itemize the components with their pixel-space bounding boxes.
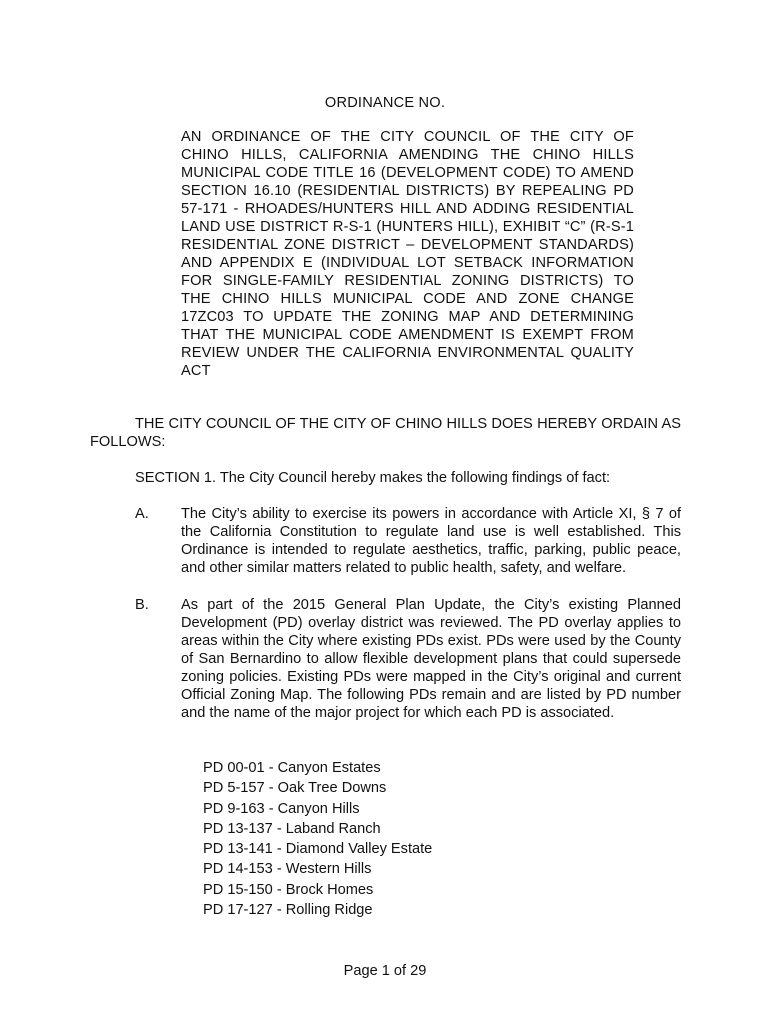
pd-list-item: PD 9-163 - Canyon Hills <box>203 800 360 817</box>
pd-list-item: PD 15-150 - Brock Homes <box>203 881 374 898</box>
pd-list-item: PD 13-137 - Laband Ranch <box>203 820 381 837</box>
pd-list-item: PD 14-153 - Western Hills <box>203 861 372 878</box>
pd-list-item: PD 13-141 - Diamond Valley Estate <box>203 841 433 858</box>
section-1-heading: SECTION 1. The City Council hereby makes the following findings of fact: <box>135 470 611 486</box>
finding-text: The City’s ability to exercise its powers in accordance with Article XI, § 7 of the California Constitution to regulate land use is well established. This Ordinance is intended to regulate aesthetics, traffic, parking, public peace, and other similar matters related to public health, safety, and welfare. <box>181 506 681 576</box>
finding-letter: B. <box>135 597 149 613</box>
ordinance-caption: AN ORDINANCE OF THE CITY COUNCIL OF THE CITY OF CHINO HILLS, CALIFORNIA AMENDING THE CHINO HILLS MUNICIPAL CODE TITLE 16 (DEVELOPMENT CODE) TO AMEND SECTION 16.10 (RESIDENTIAL DISTRICTS) BY REPEALING PD 57-171 - RHOADES/HUNTERS HILL AND ADDING RESIDENTIAL LAND USE DISTRICT R-S-1 (HUNTERS HILL), EXHIBIT “C” (R-S-1 RESIDENTIAL ZONE DISTRICT – DEVELOPMENT STANDARDS) AND APPENDIX E (INDIVIDUAL LOT SETBACK INFORMATION FOR SINGLE-FAMILY RESIDENTIAL ZONING DISTRICTS) TO THE CHINO HILLS MUNICIPAL CODE AND ZONE CHANGE 17ZC03 TO UPDATE THE ZONING MAP AND DETERMINING THAT THE MUNICIPAL CODE AMENDMENT IS EXEMPT FROM REVIEW UNDER THE CALIFORNIA ENVIRONMENTAL QUALITY ACT <box>181 129 634 379</box>
pd-list-item: PD 5-157 - Oak Tree Downs <box>203 780 387 797</box>
ordain-statement: THE CITY COUNCIL OF THE CITY OF CHINO HILLS DOES HEREBY ORDAIN AS FOLLOWS: <box>90 416 681 450</box>
finding-letter: A. <box>135 506 149 522</box>
page-number-footer: Page 1 of 29 <box>343 963 427 979</box>
finding-text: As part of the 2015 General Plan Update, the City’s existing Planned Development (PD) overlay district was reviewed. The PD overlay applies to areas within the City where existing PDs exist. PDs were used by the County of San Bernardino to allow flexible development plans that could supersede zoning policies. Existing PDs were mapped in the City’s original and current Official Zoning Map. The following PDs remain and are listed by PD number and the name of the major project for which each PD is associated. <box>181 597 681 721</box>
pd-list <box>203 758 432 920</box>
pd-list-item: PD 00-01 - Canyon Estates <box>203 760 381 776</box>
pd-list-item: PD 17-127 - Rolling Ridge <box>203 902 373 919</box>
ordinance-title: ORDINANCE NO. <box>324 95 446 111</box>
